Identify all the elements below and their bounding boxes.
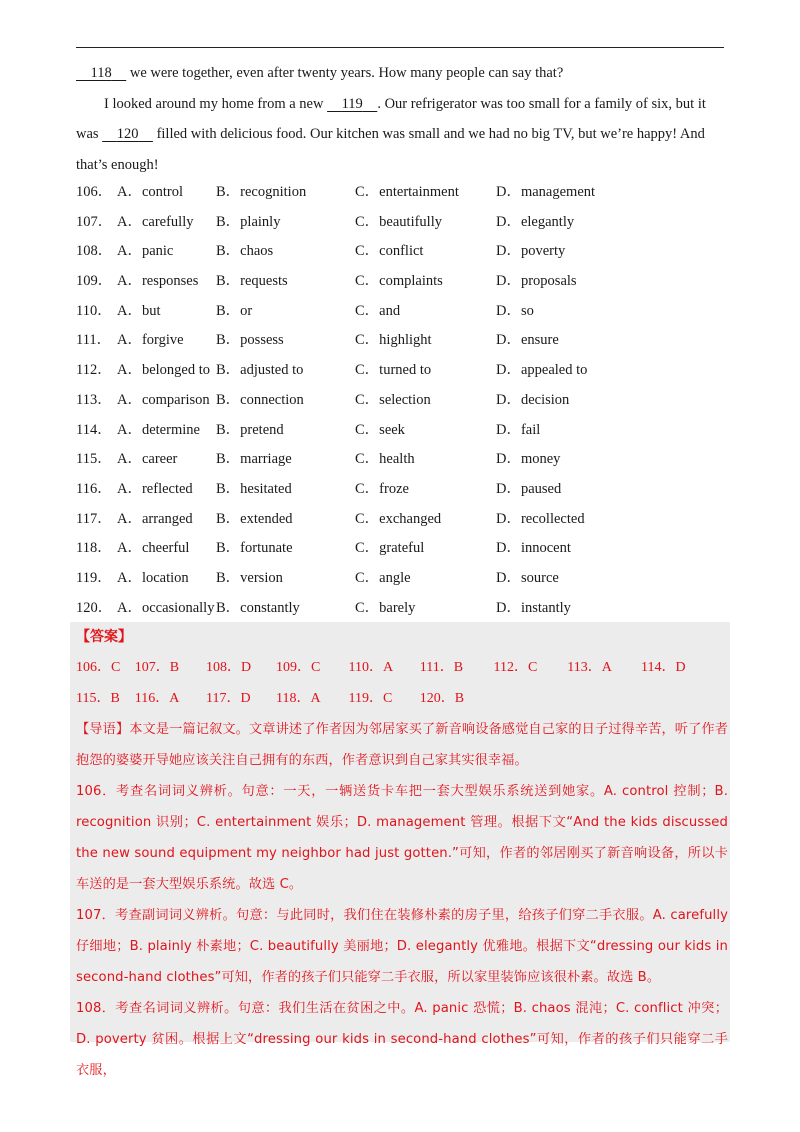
option-b: B．extended (216, 510, 293, 527)
question-row (76, 534, 726, 564)
question-number: 111． (76, 332, 112, 349)
option-b: B．requests (216, 273, 288, 290)
option-d: D．proposals (496, 273, 577, 290)
option-c: C．health (355, 451, 415, 468)
answer-item: 116．A (134, 691, 180, 706)
answer-item: 119．C (348, 691, 393, 706)
question-number: 107． (76, 213, 113, 230)
question-row (76, 505, 726, 535)
question-number: 115． (76, 451, 112, 468)
option-a: A．but (117, 302, 161, 319)
option-c: C．froze (355, 480, 409, 497)
option-c: C．grateful (355, 540, 425, 557)
option-a: A．location (117, 569, 189, 586)
passage-line-118: 118 we were together, even after twenty years. How many people can say that? (90, 65, 564, 81)
question-row (76, 297, 726, 327)
answer-heading: 【答案】 (76, 629, 132, 645)
option-a: A．arranged (117, 510, 193, 527)
answer-item: 109．C (276, 660, 321, 675)
answer-row-2 (76, 683, 728, 714)
answer-item: 112．C (493, 660, 538, 675)
question-number: 116． (76, 480, 112, 497)
option-b: B．chaos (216, 243, 274, 260)
option-b: B．hesitated (216, 480, 292, 497)
answer-item: 118．A (276, 691, 321, 706)
option-a: A．cheerful (117, 540, 190, 557)
option-b: B．plainly (216, 213, 281, 230)
question-number: 108． (76, 243, 113, 260)
answer-item: 115．B (76, 691, 120, 706)
option-c: C．conflict (355, 243, 424, 260)
answer-item: 113．A (567, 660, 612, 675)
option-a: A．responses (117, 273, 199, 290)
passage-text (76, 58, 726, 180)
question-number: 112． (76, 362, 112, 379)
question-number: 113． (76, 391, 112, 408)
option-b: B．marriage (216, 451, 292, 468)
explanation (76, 714, 728, 1086)
option-d: D．fail (496, 421, 541, 438)
option-a: A．control (117, 184, 184, 200)
question-row (76, 326, 726, 356)
question-row (76, 178, 726, 208)
option-a: A．comparison (117, 391, 210, 408)
option-c: C．exchanged (355, 510, 442, 527)
option-c: C．selection (355, 391, 431, 408)
option-c: C．turned to (355, 362, 432, 379)
explanation-107: 107．考查副词词义辨析。句意：与此同时，我们住在装修朴素的房子里，给孩子们穿二手衣服。A. carefully 仔细地；B. plainly 朴素地；C. beautifully 美丽地；D. elegantly 优雅地。根据下文“dressing our kids in second-hand clothes”可知，作者的孩子们只能穿二手衣服，所以家里装饰应该很朴素。故选 B。 (76, 908, 728, 985)
question-row (76, 594, 726, 624)
question-options (76, 178, 726, 623)
option-a: A．determine (117, 421, 200, 438)
option-b: B．adjusted to (216, 362, 304, 379)
passage-paragraph: I looked around my home from a new 119 . Our refrigerator was too small for a family of six, but it was 120 filled with delicious food. Our kitchen was small and we had no big TV, but we’re happy! And that’s enough! (76, 95, 706, 173)
question-row (76, 356, 726, 386)
question-row (76, 564, 726, 594)
question-number: 110． (76, 302, 112, 319)
answer-item: 106．C (76, 660, 121, 675)
option-c: C．barely (355, 599, 416, 616)
answer-item: 107．B (134, 660, 180, 675)
question-number: 120． (76, 599, 113, 616)
option-b: B．connection (216, 391, 304, 408)
explanation-108: 108．考查名词词义辨析。句意：我们生活在贫困之中。A. panic 恐慌；B. chaos 混沌；C. conflict 冲突；D. poverty 贫困。根据上文“dressing our kids in second-hand clothes”可知，作者的孩子们只能穿二手衣服， (76, 1001, 728, 1078)
option-a: A．occasionally (117, 599, 215, 616)
question-number: 109． (76, 273, 113, 290)
option-d: D．source (496, 569, 559, 586)
answer-section (76, 622, 728, 1086)
option-b: B．fortunate (216, 540, 293, 557)
option-b: B．recognition (216, 184, 307, 200)
question-row (76, 386, 726, 416)
answer-item: 108．D (206, 660, 252, 675)
question-number: 106． (76, 184, 113, 200)
question-row (76, 416, 726, 446)
option-c: C．seek (355, 421, 405, 438)
option-a: A．belonged to (117, 362, 211, 379)
answer-item: 114．D (641, 660, 686, 675)
option-b: B．or (216, 302, 253, 319)
option-d: D．poverty (496, 243, 566, 260)
question-number: 119． (76, 569, 112, 586)
option-b: B．version (216, 569, 283, 586)
answer-item: 110．A (348, 660, 394, 675)
answer-item: 120．B (419, 691, 465, 706)
option-a: A．career (117, 451, 178, 468)
option-d: D．innocent (496, 540, 571, 557)
option-b: B．constantly (216, 599, 300, 616)
option-a: A．forgive (117, 332, 184, 349)
option-d: D．money (496, 451, 561, 468)
question-row (76, 237, 726, 267)
option-a: A．carefully (117, 213, 194, 230)
option-d: D．paused (496, 480, 562, 497)
explanation-106: 106．考查名词词义辨析。句意：一天，一辆送货卡车把一套大型娱乐系统送到她家。A. control 控制；B. recognition 识别；C. entertainment 娱乐；D. management 管理。根据下文“And the kids discussed the new sound equipment my neighbor had just gotten.”可知，作者的邻居刚买了新音响设备，所以卡车送的是一套大型娱乐系统。故选 C。 (76, 784, 728, 892)
option-d: D．elegantly (496, 213, 575, 230)
top-divider (76, 47, 724, 48)
answer-row-1 (76, 652, 728, 683)
option-a: A．panic (117, 243, 174, 260)
answer-item: 117．D (206, 691, 251, 706)
option-d: D．so (496, 302, 534, 319)
option-c: C．highlight (355, 332, 432, 349)
option-c: C．and (355, 302, 401, 319)
question-number: 114． (76, 421, 112, 438)
answer-item: 111．B (419, 660, 464, 675)
blank-119: 119 (341, 95, 363, 112)
option-c: C．complaints (355, 273, 443, 290)
question-row (76, 208, 726, 238)
option-c: C．entertainment (355, 184, 459, 200)
option-d: D．management (496, 184, 596, 200)
option-c: C．angle (355, 569, 411, 586)
question-number: 118． (76, 540, 112, 557)
question-row (76, 445, 726, 475)
option-b: B．pretend (216, 421, 284, 438)
question-row (76, 475, 726, 505)
option-b: B．possess (216, 332, 284, 349)
option-d: D．decision (496, 391, 570, 408)
option-d: D．appealed to (496, 362, 588, 379)
option-d: D．recollected (496, 510, 585, 527)
explanation-intro: 【导语】本文是一篇记叙文。文章讲述了作者因为邻居家买了新音响设备感觉自己家的日子过得辛苦，听了作者抱怨的婆婆开导她应该关注自己拥有的东西，作者意识到自己家其实很幸福。 (76, 722, 728, 768)
option-a: A．reflected (117, 480, 193, 497)
question-number: 117． (76, 510, 112, 527)
question-row (76, 267, 726, 297)
blank-120: 120 (116, 126, 139, 142)
blank-118: 118 (90, 65, 112, 81)
option-d: D．ensure (496, 332, 559, 349)
option-c: C．beautifully (355, 213, 442, 230)
option-d: D．instantly (496, 599, 571, 616)
